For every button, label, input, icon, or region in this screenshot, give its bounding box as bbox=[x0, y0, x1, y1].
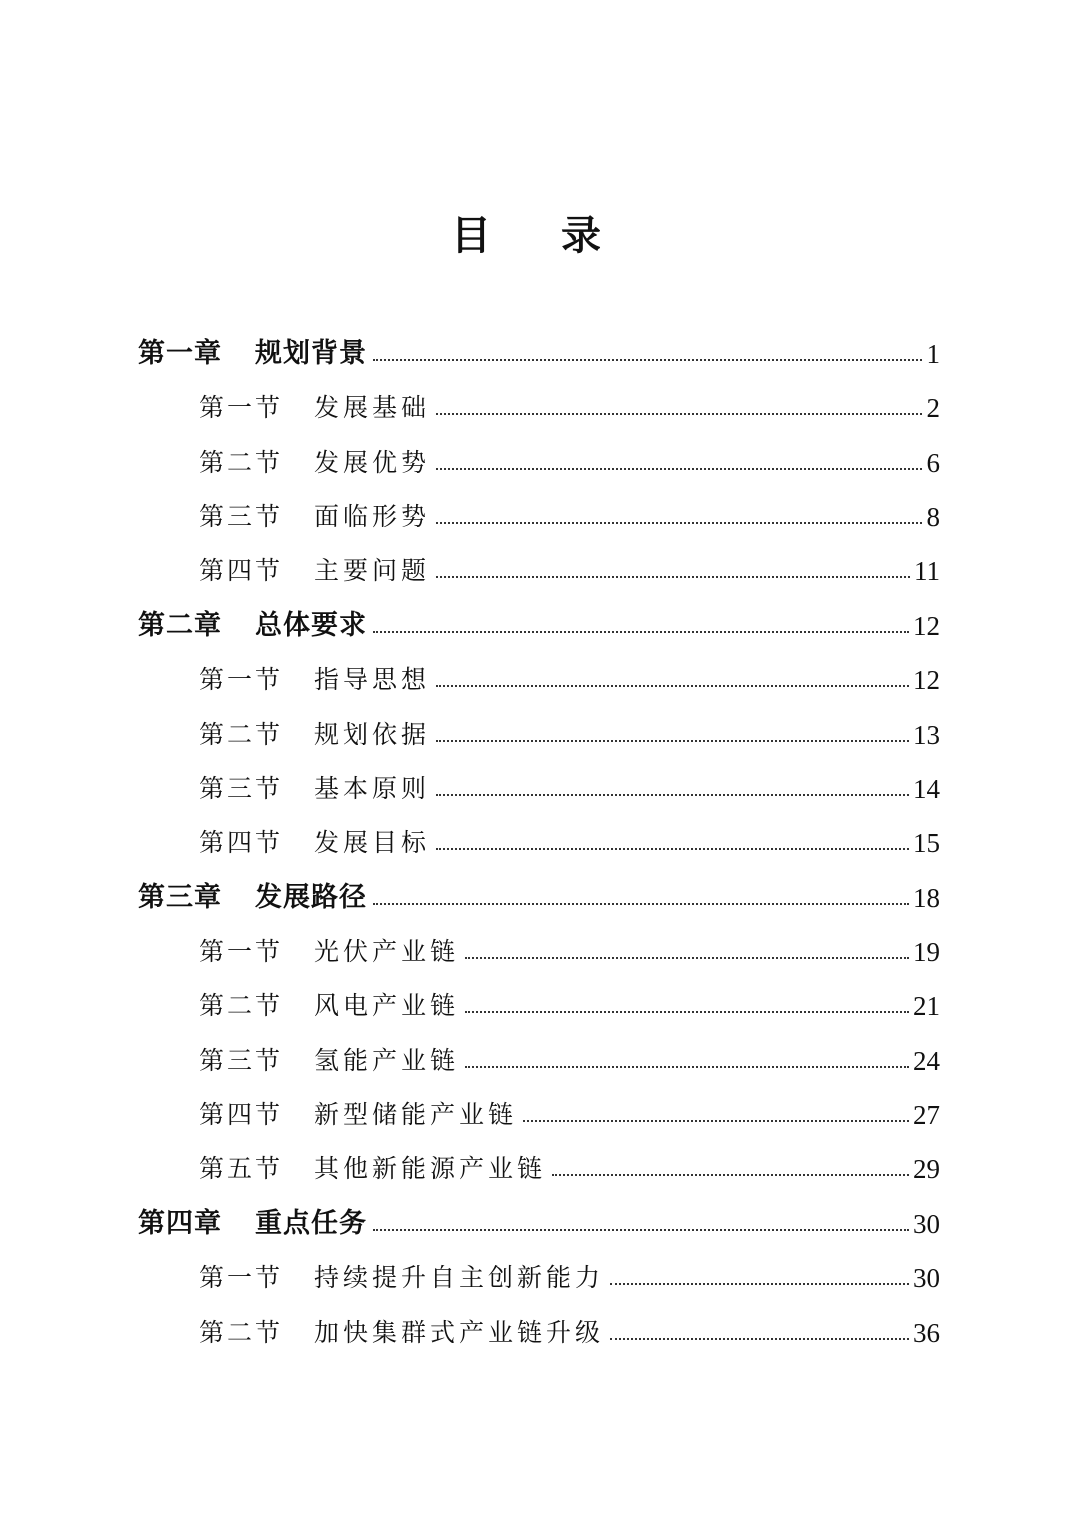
toc-chapter-title: 总体要求 bbox=[255, 610, 367, 641]
toc-section-number: 第四节 bbox=[199, 556, 284, 585]
toc-dot-leader bbox=[373, 631, 909, 633]
toc-section-title: 光伏产业链 bbox=[314, 937, 460, 966]
toc-entry-chapter-2[interactable] bbox=[138, 602, 940, 642]
toc-dot-leader bbox=[373, 1229, 909, 1231]
toc-dot-leader bbox=[436, 468, 922, 470]
toc-dot-leader bbox=[465, 1066, 909, 1068]
toc-entry-section[interactable] bbox=[199, 547, 940, 587]
toc-entry-section[interactable] bbox=[199, 819, 940, 859]
toc-dot-leader bbox=[436, 522, 922, 524]
toc-page-number: 30 bbox=[913, 1209, 940, 1239]
toc-dot-leader bbox=[523, 1120, 909, 1122]
toc-section-title: 基本原则 bbox=[314, 774, 431, 803]
toc-entry-section[interactable] bbox=[199, 439, 940, 479]
toc-entry-section[interactable] bbox=[199, 384, 940, 424]
toc-section-title: 面临形势 bbox=[314, 502, 431, 531]
toc-section-number: 第一节 bbox=[199, 665, 284, 694]
toc-section-title: 发展优势 bbox=[314, 448, 431, 477]
toc-dot-leader bbox=[436, 740, 909, 742]
toc-section-title: 发展基础 bbox=[314, 393, 431, 422]
toc-dot-leader bbox=[436, 794, 909, 796]
toc-entry-section[interactable] bbox=[199, 928, 940, 968]
toc-dot-leader bbox=[552, 1174, 909, 1176]
toc-section-title: 其他新能源产业链 bbox=[314, 1154, 547, 1183]
toc-dot-leader bbox=[373, 359, 922, 361]
toc-section-number: 第一节 bbox=[199, 937, 284, 966]
toc-chapter-number: 第二章 bbox=[138, 610, 222, 641]
toc-section-number: 第三节 bbox=[199, 1046, 284, 1075]
toc-entry-section[interactable] bbox=[199, 656, 940, 696]
toc-section-number: 第五节 bbox=[199, 1154, 284, 1183]
toc-chapter-title: 发展路径 bbox=[255, 882, 367, 913]
toc-dot-leader bbox=[610, 1338, 909, 1340]
toc-page-number: 36 bbox=[913, 1318, 940, 1348]
toc-page-number: 8 bbox=[926, 502, 940, 532]
toc-entry-section[interactable] bbox=[199, 493, 940, 533]
toc-section-number: 第三节 bbox=[199, 502, 284, 531]
toc-page-number: 6 bbox=[926, 448, 940, 478]
toc-chapter-number: 第三章 bbox=[138, 882, 222, 913]
toc-entry-chapter-3[interactable] bbox=[138, 874, 940, 914]
toc-page-number: 29 bbox=[913, 1154, 940, 1184]
toc-page-number: 12 bbox=[913, 611, 940, 641]
toc-section-number: 第二节 bbox=[199, 720, 284, 749]
toc-dot-leader bbox=[465, 1011, 909, 1013]
toc-page-number: 30 bbox=[913, 1263, 940, 1293]
toc-dot-leader bbox=[436, 848, 909, 850]
toc-entry-section[interactable] bbox=[199, 1309, 940, 1349]
toc-section-title: 指导思想 bbox=[314, 665, 431, 694]
toc-section-title: 加快集群式产业链升级 bbox=[314, 1318, 605, 1347]
toc-section-title: 氢能产业链 bbox=[314, 1046, 460, 1075]
toc-entry-section[interactable] bbox=[199, 982, 940, 1022]
toc-page-number: 19 bbox=[913, 937, 940, 967]
toc-dot-leader bbox=[436, 685, 909, 687]
toc-section-title: 发展目标 bbox=[314, 828, 431, 857]
toc-section-title: 持续提升自主创新能力 bbox=[314, 1263, 605, 1292]
toc-entry-section[interactable] bbox=[199, 1145, 940, 1185]
toc-chapter-title: 重点任务 bbox=[255, 1208, 367, 1239]
toc-entry-section[interactable] bbox=[199, 765, 940, 805]
toc-page-number: 21 bbox=[913, 991, 940, 1021]
page-title: 目 录 bbox=[451, 213, 629, 259]
toc-section-title: 规划依据 bbox=[314, 720, 431, 749]
toc-chapter-number: 第一章 bbox=[138, 338, 222, 369]
toc-page-number: 11 bbox=[914, 556, 940, 586]
toc-section-number: 第二节 bbox=[199, 448, 284, 477]
toc-section-number: 第三节 bbox=[199, 774, 284, 803]
toc-section-title: 风电产业链 bbox=[314, 991, 460, 1020]
toc-page-number: 27 bbox=[913, 1100, 940, 1130]
toc-entry-section[interactable] bbox=[199, 1254, 940, 1294]
toc-dot-leader bbox=[436, 576, 910, 578]
toc-chapter-title: 规划背景 bbox=[255, 338, 367, 369]
toc-page-number: 13 bbox=[913, 720, 940, 750]
toc-dot-leader bbox=[436, 413, 922, 415]
toc-page-number: 12 bbox=[913, 665, 940, 695]
toc-page-number: 14 bbox=[913, 774, 940, 804]
toc-section-number: 第一节 bbox=[199, 393, 284, 422]
toc-entry-section[interactable] bbox=[199, 1037, 940, 1077]
toc-page-number: 18 bbox=[913, 883, 940, 913]
toc-section-number: 第一节 bbox=[199, 1263, 284, 1292]
toc-page-number: 24 bbox=[913, 1046, 940, 1076]
toc-entry-section[interactable] bbox=[199, 711, 940, 751]
toc-section-number: 第二节 bbox=[199, 1318, 284, 1347]
toc-section-title: 新型储能产业链 bbox=[314, 1100, 518, 1129]
toc-section-number: 第二节 bbox=[199, 991, 284, 1020]
toc-page-number: 15 bbox=[913, 828, 940, 858]
toc-section-number: 第四节 bbox=[199, 1100, 284, 1129]
toc-dot-leader bbox=[465, 957, 909, 959]
toc-section-number: 第四节 bbox=[199, 828, 284, 857]
toc-dot-leader bbox=[373, 903, 909, 905]
toc-dot-leader bbox=[610, 1283, 909, 1285]
toc-page-number: 1 bbox=[926, 339, 940, 369]
toc-page-number: 2 bbox=[926, 393, 940, 423]
toc-entry-chapter-4[interactable] bbox=[138, 1200, 940, 1240]
toc-entry-chapter-1[interactable] bbox=[138, 330, 940, 370]
toc-section-title: 主要问题 bbox=[314, 556, 431, 585]
toc-chapter-number: 第四章 bbox=[138, 1208, 222, 1239]
toc-entry-section[interactable] bbox=[199, 1091, 940, 1131]
